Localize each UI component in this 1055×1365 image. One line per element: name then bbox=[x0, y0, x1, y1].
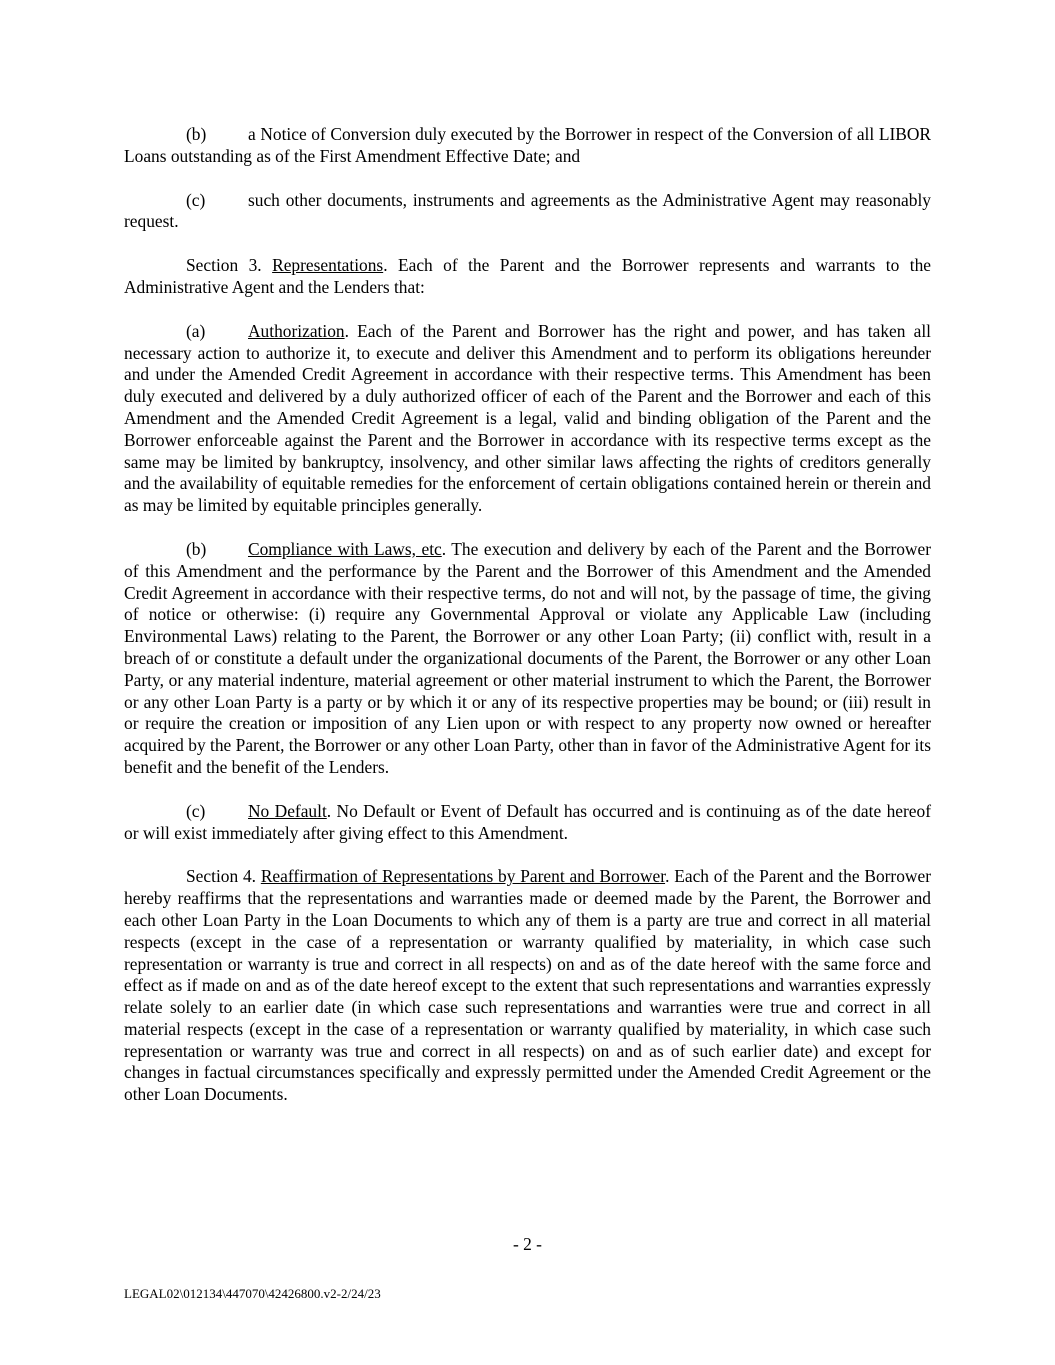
paragraph-b-notice-of-conversion bbox=[124, 124, 931, 168]
section-4-reaffirmation bbox=[124, 866, 931, 1106]
list-marker: (c) bbox=[186, 189, 206, 210]
section-3c-no-default bbox=[124, 801, 931, 845]
section-3a-authorization bbox=[124, 321, 931, 517]
section-3b-compliance-with-laws bbox=[124, 539, 931, 779]
section-heading: Representations bbox=[272, 255, 384, 276]
section-heading: Reaffirmation of Representations by Parent and Borrower bbox=[260, 866, 666, 887]
paragraph-text: a Notice of Conversion duly executed by the Borrower in respect of the Conversion of all LIBOR Loans outstanding as of the First Amendment Effective Date; and bbox=[124, 124, 931, 166]
paragraph-text: . No Default or Event of Default has occurred and is continuing as of the date hereof or will exist immediately after giving effect to this Amendment. bbox=[124, 800, 931, 843]
section-number: Section 3. bbox=[186, 255, 262, 276]
paragraph-text: such other documents, instruments and agreements as the Administrative Agent may reasonably request. bbox=[124, 189, 931, 232]
list-marker: (c) bbox=[186, 800, 206, 821]
paragraph-c-other-documents bbox=[124, 190, 931, 234]
paragraph-text: . Each of the Parent and Borrower has the right and power, and has taken all necessary action to authorize it, to execute and deliver this Amendment and to perform its obligations hereunder and under the Amended Credit Agreement in accordance with their respective terms. This Amendment has been duly executed and delivered by a duly authorized officer of each of the Parent and the Borrower and each of this Amendment and the Amended Credit Agreement is a legal, valid and binding obligation of the Parent and the Borrower enforceable against the Parent and the Borrower in accordance with its respective terms except as the same may be limited by bankruptcy, insolvency, and other similar laws affecting the rights of creditors generally and the availability of equitable remedies for the enforcement of certain obligations contained herein or therein and as may be limited by equitable principles generally. bbox=[124, 320, 931, 516]
subsection-heading: No Default bbox=[248, 800, 327, 821]
document-id-footer: LEGAL02\012134\447070\42426800.v2-2/24/23 bbox=[124, 1286, 381, 1301]
subsection-heading: Authorization bbox=[248, 320, 345, 341]
paragraph-text: . Each of the Parent and the Borrower hereby reaffirms that the representations and warranties made or deemed made by the Parent, the Borrower and each other Loan Party in the Loan Documents to which any of them is a party are true and correct in all material respects (except in the case of a representation or warranty qualified by materiality, in which case such representation or warranty is true and correct in all respects) on and as of the date hereof with the same force and effect as if made on and as of the date hereof except to the extent that such representations and warranties expressly relate solely to an earlier date (in which case such representations and warranties were true and correct in all material respects (except in the case of a representation or warranty qualified by materiality, in which case such representation or warranty was true and correct in all respects) on and as of such earlier date) and except for changes in factual circumstances specifically and expressly permitted under the Amended Credit Agreement or the other Loan Documents. bbox=[124, 866, 931, 1105]
section-3-representations bbox=[124, 255, 931, 299]
section-number: Section 4. bbox=[186, 866, 257, 887]
paragraph-text: . Each of the Parent and the Borrower represents and warrants to the Administrative Agent and the Lenders that: bbox=[124, 255, 931, 297]
list-marker: (b) bbox=[186, 124, 207, 144]
page-number: - 2 - bbox=[513, 1234, 542, 1254]
subsection-heading: Compliance with Laws, etc bbox=[248, 538, 442, 559]
document-body bbox=[124, 124, 931, 1106]
list-marker: (a) bbox=[186, 320, 206, 341]
list-marker: (b) bbox=[186, 538, 207, 559]
paragraph-text: . The execution and delivery by each of the Parent and the Borrower of this Amendment and the performance by the Parent and the Borrower of this Amendment and the Amended Credit Agreement in accordance with their respective terms, do not and will not, by the passage of time, the giving of notice or otherwise: (i) require any Governmental Approval or violate any Applicable Law (including Environmental Laws) relating to the Parent, the Borrower or any other Loan Party; (ii) conflict with, result in a breach of or constitute a default under the organizational documents of the Parent, the Borrower or any other Loan Party, or any material indenture, material agreement or other material instrument to which the Parent, the Borrower or any other Loan Party is a party or by which it or any of its respective properties may be bound; or (iii) result in or require the creation or imposition of any Lien upon or with respect to any property now owned or hereafter acquired by the Parent, the Borrower or any other Loan Party, other than in favor of the Administrative Agent for its benefit and the benefit of the Lenders. bbox=[124, 538, 931, 777]
